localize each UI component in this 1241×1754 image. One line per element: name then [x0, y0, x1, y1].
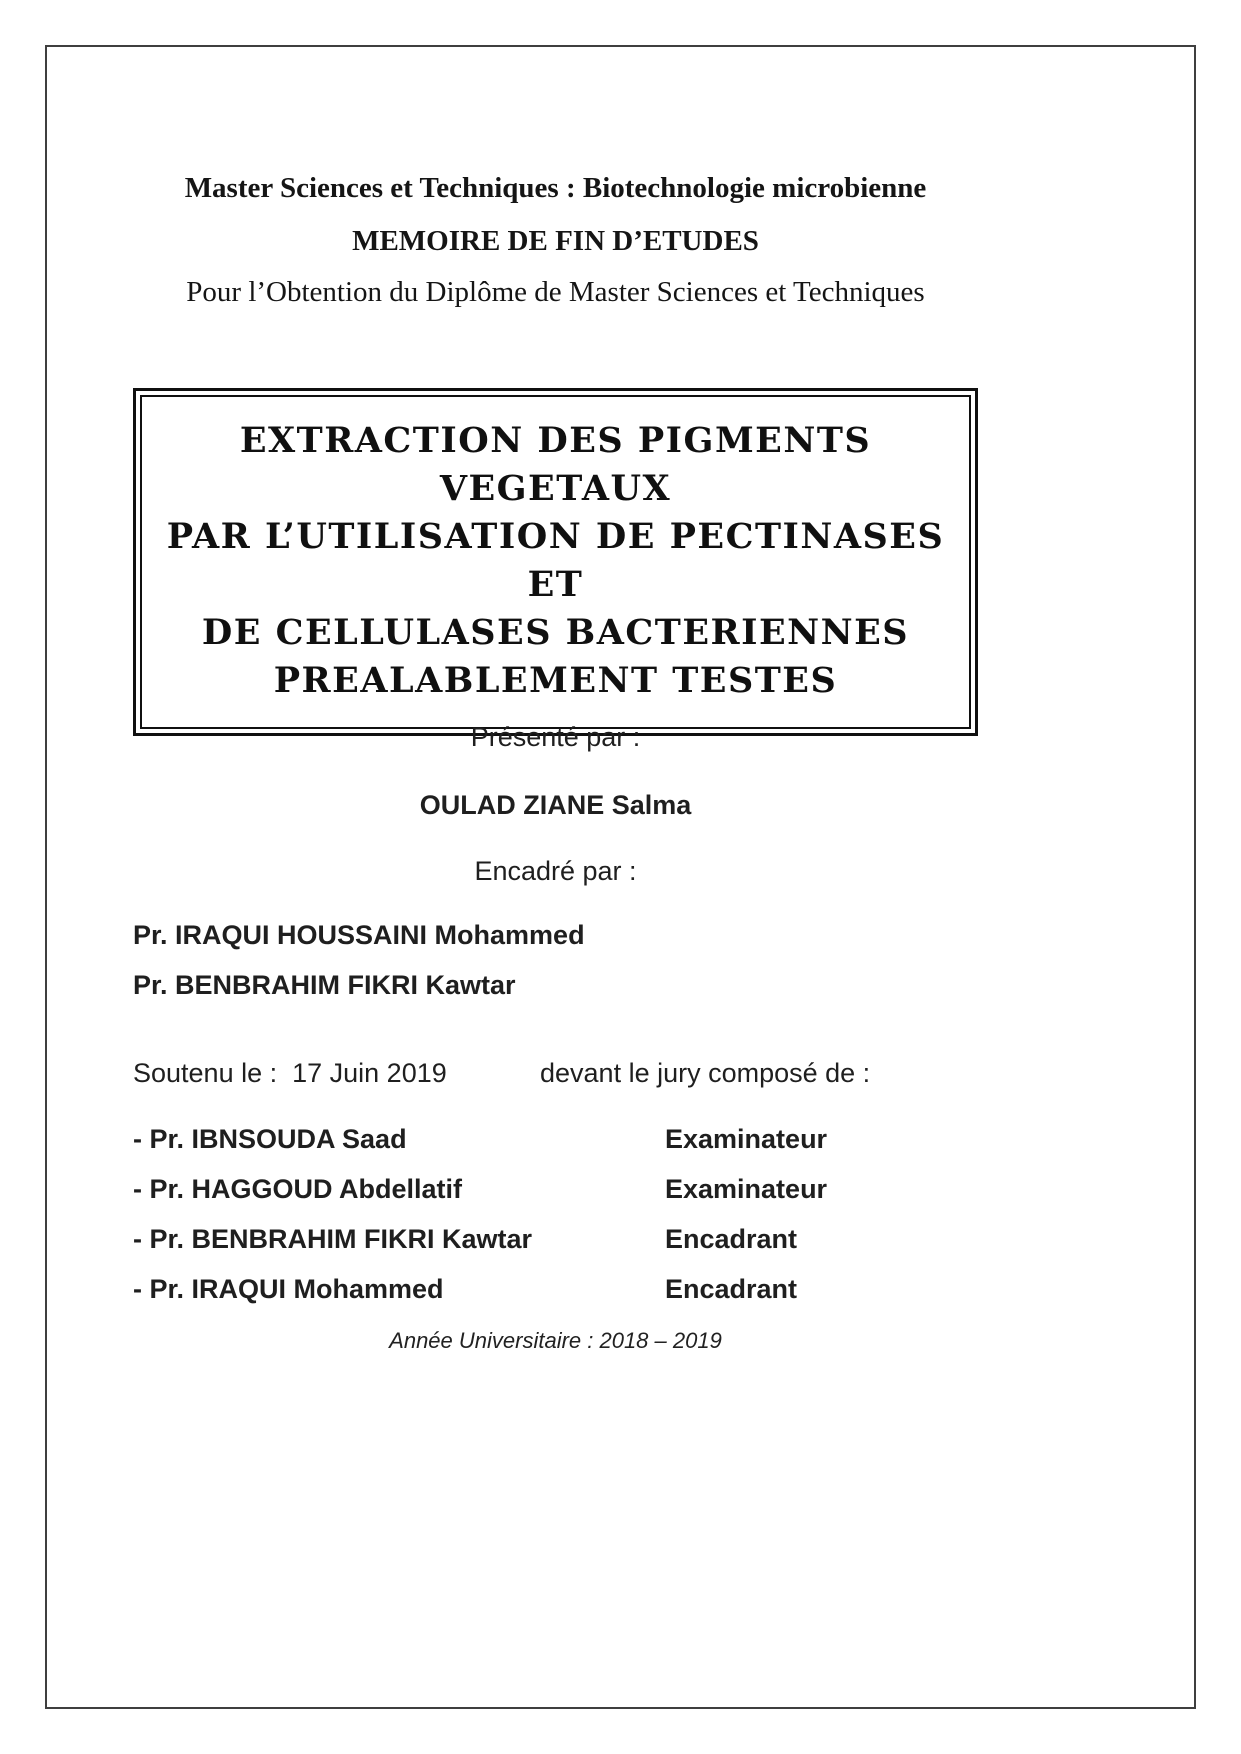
- supervisor-2: Pr. BENBRAHIM FIKRI Kawtar: [133, 970, 516, 1000]
- jury-row-3: [133, 1224, 978, 1266]
- jury-member-name: - Pr. IBNSOUDA Saad: [133, 1124, 407, 1154]
- jury-member-name: - Pr. BENBRAHIM FIKRI Kawtar: [133, 1224, 533, 1254]
- supervisor-1: Pr. IRAQUI HOUSSAINI Mohammed: [133, 920, 585, 950]
- jury-intro-label: devant le jury composé de :: [540, 1058, 871, 1088]
- author-name: OULAD ZIANE Salma: [419, 790, 692, 820]
- page-content: [133, 0, 978, 1754]
- jury-member-name: - Pr. IRAQUI Mohammed: [133, 1274, 444, 1304]
- thesis-title-line-4: PREALABLEMENT TESTES: [273, 660, 838, 701]
- thesis-title-line-3: DE CELLULASES BACTERIENNES: [201, 612, 910, 653]
- defense-date: Soutenu le : 17 Juin 2019: [133, 1058, 447, 1088]
- jury-row-1: [133, 1124, 978, 1166]
- defense-line: [133, 1058, 978, 1100]
- thesis-title-line-1: EXTRACTION DES PIGMENTS VEGETAUX: [239, 420, 872, 509]
- memoir-heading: MEMOIRE DE FIN D’ETUDES: [352, 225, 759, 257]
- jury-member-name: - Pr. HAGGOUD Abdellatif: [133, 1174, 463, 1204]
- academic-year: Année Universitaire : 2018 – 2019: [389, 1328, 722, 1353]
- supervised-by-label: Encadré par :: [474, 856, 637, 886]
- jury-member-role: Encadrant: [665, 1224, 798, 1254]
- jury-row-2: [133, 1174, 978, 1216]
- program-title: Master Sciences et Techniques : Biotechnologie microbienne: [184, 172, 927, 204]
- jury-member-role: Encadrant: [665, 1274, 798, 1304]
- diploma-subtitle: Pour l’Obtention du Diplôme de Master Sciences et Techniques: [186, 276, 925, 308]
- jury-member-role: Examinateur: [665, 1174, 828, 1204]
- presented-by-label: Présenté par :: [470, 722, 641, 752]
- thesis-title-line-2: PAR L’UTILISATION DE PECTINASES ET: [166, 516, 945, 605]
- jury-member-role: Examinateur: [665, 1124, 828, 1154]
- title-box: [133, 388, 978, 736]
- jury-row-4: [133, 1274, 978, 1316]
- title-box-inner: [140, 395, 971, 729]
